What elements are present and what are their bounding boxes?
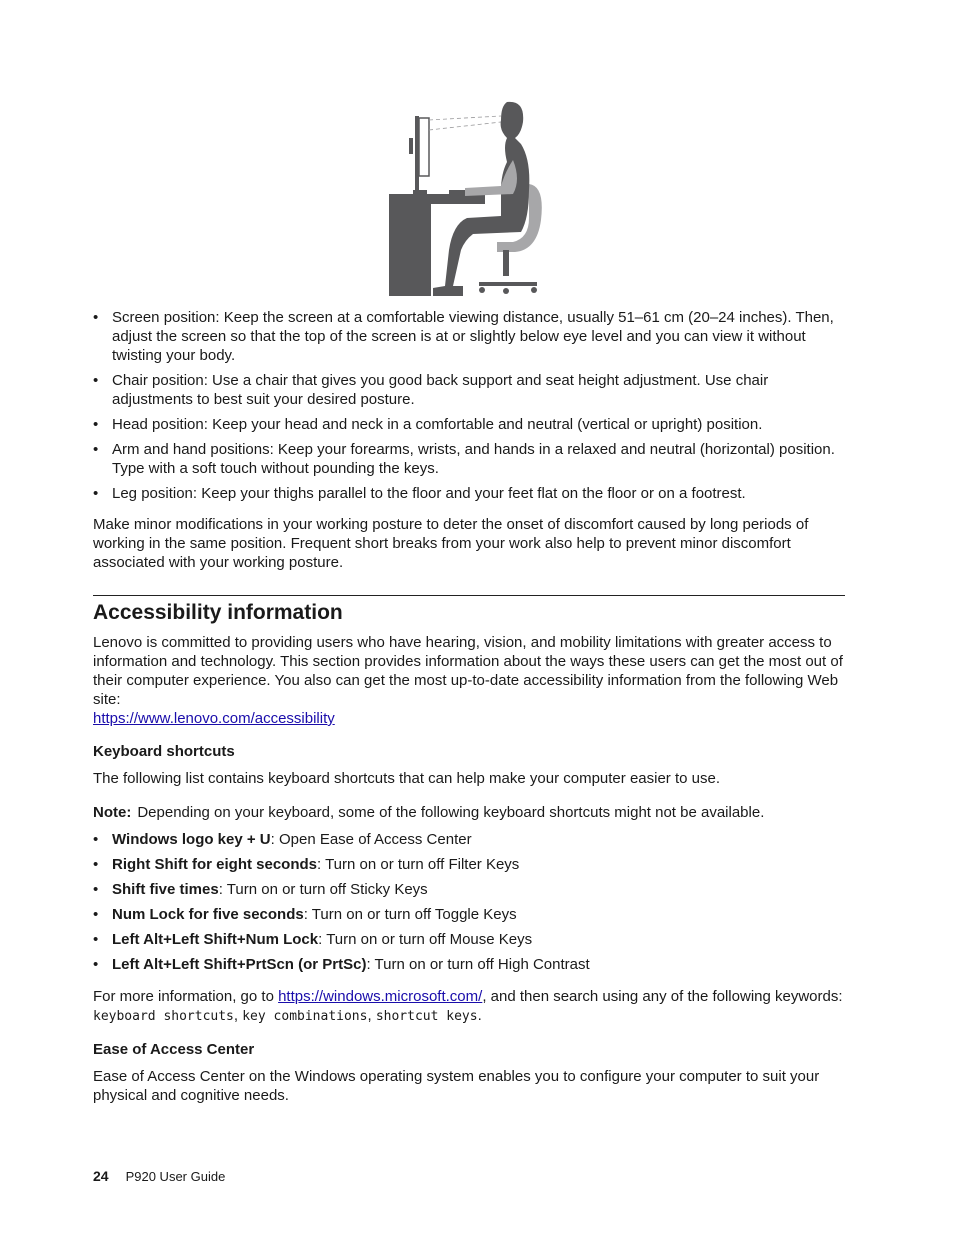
accessibility-link[interactable]: https://www.lenovo.com/accessibility [93, 710, 335, 727]
list-item: • Screen position: Keep the screen at a comfortable viewing distance, usually 51–61 cm (20–24 inches). Then, adjust the screen so that the top of the screen is at or slightly below eye level and you can view it without twisting your body. [93, 308, 845, 365]
posture-paragraph: Make minor modifications in your working posture to deter the onset of discomfort caused by long periods of working in the same position. Frequent short breaks from your work also help to prevent minor discomfort associated with your working posture. [93, 516, 809, 571]
shortcut-keys: Right Shift for eight seconds [112, 856, 317, 873]
separator: , [233, 1007, 243, 1024]
ergonomic-posture-illustration [389, 100, 549, 296]
shortcut-list [93, 830, 845, 974]
shortcut-action: : Turn on or turn off High Contrast [366, 956, 590, 973]
shortcut-action: : Turn on or turn off Toggle Keys [303, 906, 517, 923]
shortcut-keys: Left Alt+Left Shift+PrtScn (or PrtSc) [112, 956, 367, 973]
period: . [477, 1007, 482, 1024]
page-footer [93, 1168, 225, 1184]
keyword: shortcut keys [375, 1009, 478, 1024]
more-info-paragraph [93, 987, 845, 1026]
keyword: keyboard shortcuts [93, 1009, 234, 1024]
more-suffix: , and then search using any of the following keywords: [482, 988, 843, 1005]
shortcut-keys: Left Alt+Left Shift+Num Lock [112, 931, 319, 948]
subsection-heading-keyboard: Keyboard shortcuts [93, 743, 235, 760]
shortcut-action: : Turn on or turn off Mouse Keys [318, 931, 533, 948]
list-item: • Arm and hand positions: Keep your forearms, wrists, and hands in a relaxed and neutral (horizontal) position. Type with a soft touch without pounding the keys. [93, 440, 845, 478]
note [93, 803, 845, 822]
subsection-heading-ease: Ease of Access Center [93, 1041, 255, 1058]
list-item [93, 955, 845, 974]
shortcut-keys: Shift five times [112, 881, 219, 898]
list-item: • Chair position: Use a chair that gives you good back support and seat height adjustment. Use chair adjustments to best suit your desired posture. [93, 371, 845, 409]
list-item [93, 880, 845, 899]
note-label: Note: [93, 804, 132, 821]
main-content [93, 308, 845, 1105]
posture-list [93, 308, 845, 503]
section-divider [93, 595, 845, 596]
keyword: key combinations [242, 1009, 368, 1024]
shortcut-action: : Open Ease of Access Center [270, 831, 472, 848]
section-heading: Accessibility information [93, 601, 343, 624]
list-item [93, 855, 845, 874]
list-item [93, 905, 845, 924]
shortcut-keys: Num Lock for five seconds [112, 906, 304, 923]
list-item [93, 930, 845, 949]
shortcut-keys: Windows logo key + U [112, 831, 271, 848]
list-item: • Head position: Keep your head and neck in a comfortable and neutral (vertical or upright) position. [93, 415, 845, 434]
note-text: Depending on your keyboard, some of the following keyboard shortcuts might not be available. [137, 804, 765, 821]
list-item: • Leg position: Keep your thighs parallel to the floor and your feet flat on the floor or on a footrest. [93, 484, 845, 503]
guide-title: P920 User Guide [125, 1169, 226, 1184]
shortcut-action: : Turn on or turn off Sticky Keys [218, 881, 428, 898]
page-number: 24 [93, 1168, 109, 1184]
separator: , [367, 1007, 376, 1024]
accessibility-intro [93, 633, 845, 728]
ease-paragraph: Ease of Access Center on the Windows operating system enables you to configure your computer to suit your physical and cognitive needs. [93, 1068, 820, 1104]
more-prefix: For more information, go to [93, 988, 279, 1005]
list-item [93, 830, 845, 849]
shortcut-action: : Turn on or turn off Filter Keys [317, 856, 520, 873]
microsoft-link[interactable]: https://windows.microsoft.com/ [278, 988, 483, 1005]
intro-text: Lenovo is committed to providing users who have hearing, vision, and mobility limitations with greater access to information and technology. This section provides information about the ways these users can get the most out of their computer experience. You also can get the most up-to-date accessibility information from the following Web site: [93, 634, 843, 708]
keyboard-intro: The following list contains keyboard shortcuts that can help make your computer easier to use. [93, 770, 720, 787]
